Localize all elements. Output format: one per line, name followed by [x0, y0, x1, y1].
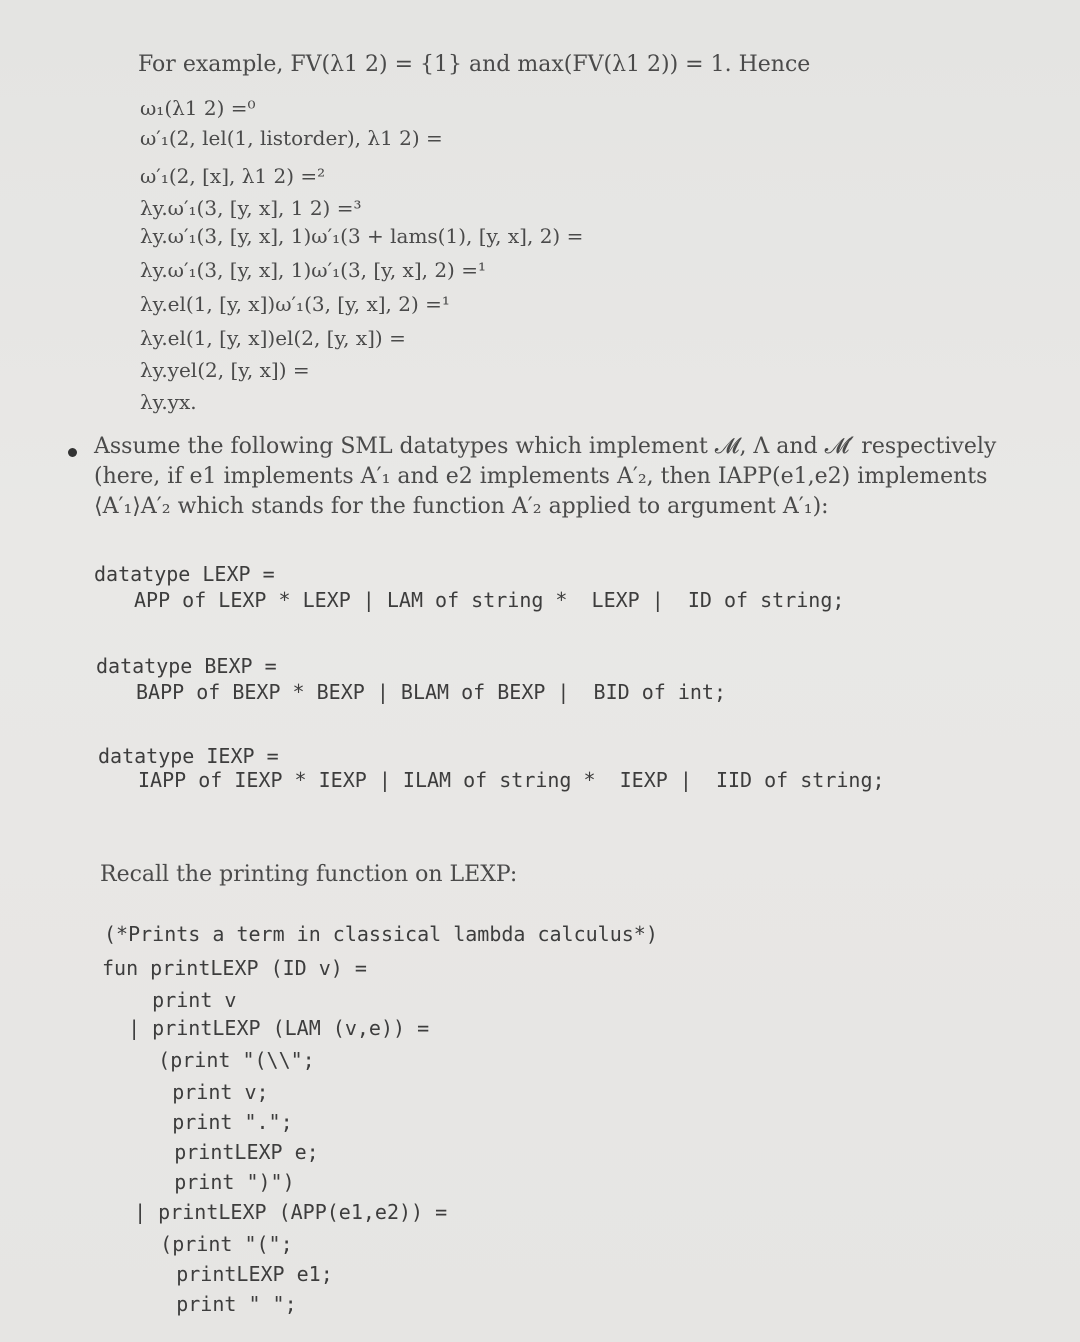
code-line: (print "("; — [112, 1232, 293, 1256]
code-line: printLEXP e; — [114, 1140, 319, 1164]
example-intro: For example, FV(λ1 2) = {1} and max(FV(λ1 2)) = 1. Hence — [138, 52, 811, 77]
derivation-step: ω₁(λ1 2) =⁰ — [140, 96, 256, 120]
recall-text: Recall the printing function on LEXP: — [100, 862, 518, 887]
code-line: print "."; — [112, 1110, 293, 1134]
derivation-step: λy.yel(2, [y, x]) = — [140, 358, 310, 382]
code-line: (*Prints a term in classical lambda calculus*) — [104, 922, 658, 946]
derivation-step: λy.yx. — [140, 390, 197, 414]
derivation-step: λy.ω′₁(3, [y, x], 1 2) =³ — [140, 196, 362, 220]
bullet-text-line: ⟨A′₁⟩A′₂ which stands for the function A′₂ applied to argument A′₁): — [94, 494, 829, 519]
code-line: print v; — [112, 1080, 269, 1104]
derivation-step: ω′₁(2, lel(1, listorder), λ1 2) = — [140, 126, 443, 150]
datatype-header: datatype BEXP = — [96, 654, 277, 678]
code-line: fun printLEXP (ID v) = — [102, 956, 367, 980]
bullet-point — [68, 448, 77, 457]
datatype-body: IAPP of IEXP * IEXP | ILAM of string * IEXP | IID of string; — [138, 768, 885, 792]
code-line: print v — [104, 988, 237, 1012]
bullet-text-line: (here, if e1 implements A′₁ and e2 implements A′₂, then IAPP(e1,e2) implements — [94, 464, 988, 489]
datatype-body: BAPP of BEXP * BEXP | BLAM of BEXP | BID of int; — [136, 680, 727, 704]
derivation-step: ω′₁(2, [x], λ1 2) =² — [140, 164, 326, 188]
derivation-step: λy.el(1, [y, x])ω′₁(3, [y, x], 2) =¹ — [140, 292, 450, 316]
bullet-text-line: Assume the following SML datatypes which implement 𝓜, Λ and 𝓜′ respectively — [94, 434, 997, 459]
code-line: printLEXP e1; — [116, 1262, 333, 1286]
derivation-step: λy.ω′₁(3, [y, x], 1)ω′₁(3, [y, x], 2) =¹ — [140, 258, 486, 282]
code-line: (print "(\\"; — [110, 1048, 315, 1072]
datatype-header: datatype IEXP = — [98, 744, 279, 768]
code-line: | printLEXP (LAM (v,e)) = — [104, 1016, 430, 1040]
code-line: | printLEXP (APP(e1,e2)) = — [110, 1200, 448, 1224]
derivation-step: λy.el(1, [y, x])el(2, [y, x]) = — [140, 326, 406, 350]
datatype-header: datatype LEXP = — [94, 562, 275, 586]
derivation-step: λy.ω′₁(3, [y, x], 1)ω′₁(3 + lams(1), [y, x], 2) = — [140, 224, 584, 248]
code-line: print " "; — [116, 1292, 297, 1316]
code-line: print ")") — [114, 1170, 295, 1194]
datatype-body: APP of LEXP * LEXP | LAM of string * LEXP | ID of string; — [134, 588, 845, 612]
